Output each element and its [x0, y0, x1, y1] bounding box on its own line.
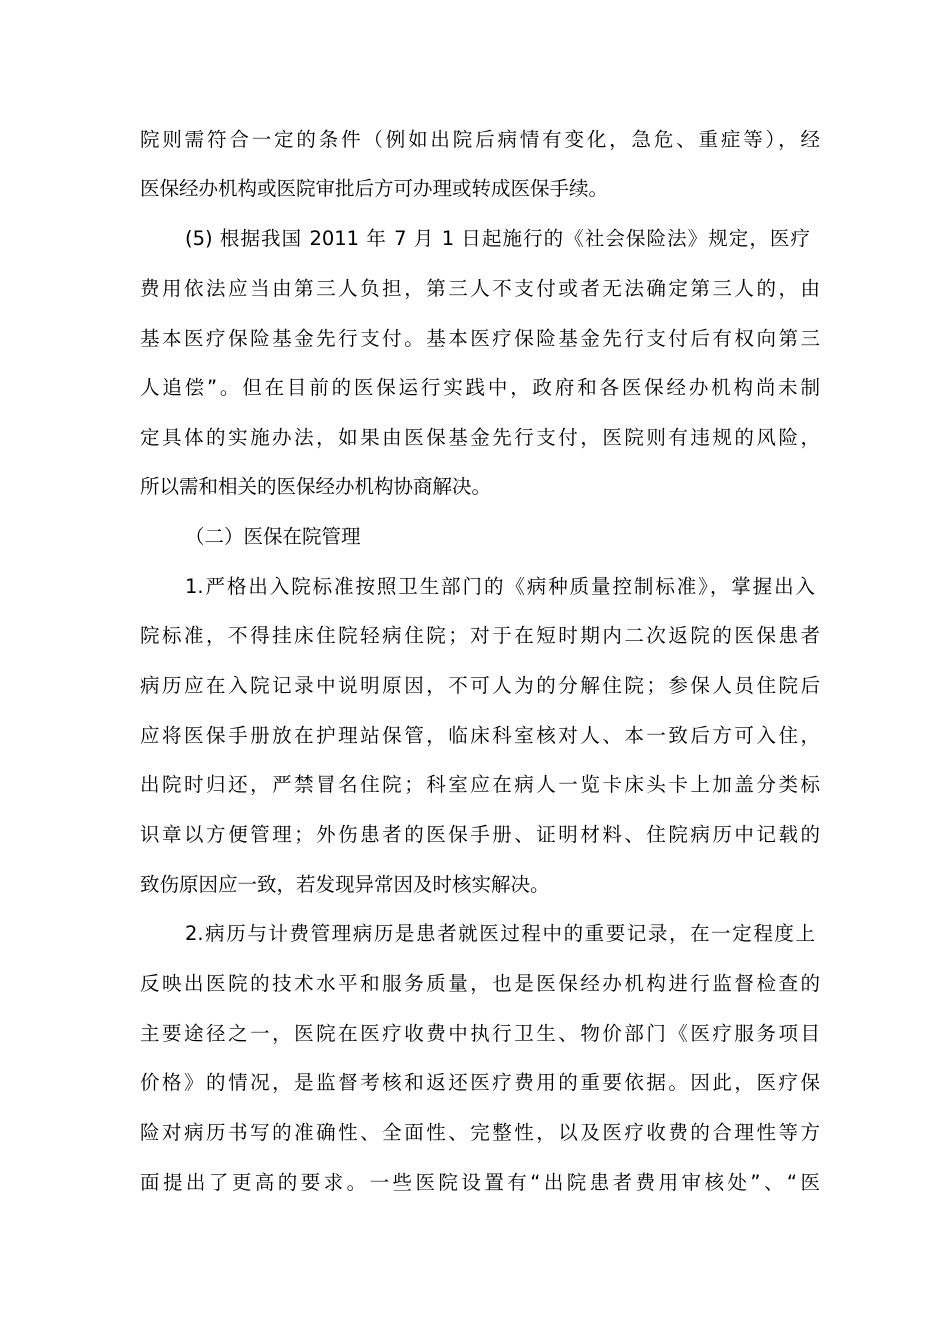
- text-line: 险对病历书写的准确性、全面性、完整性，以及医疗收费的合理性等方: [140, 1121, 820, 1144]
- text-line: 人追偿”。但在目前的医保运行实践中，政府和各医保经办机构尚未制: [140, 376, 820, 399]
- text-line: 面提出了更高的要求。一些医院设置有“出院患者费用审核处”、“医: [140, 1171, 820, 1194]
- paragraph-5-first-line: (5) 根据我国 2011 年 7 月 1 日起施行的《社会保险法》规定，医疗: [185, 227, 810, 250]
- section-heading: （二）医保在院管理: [185, 525, 361, 548]
- item-2-first-line: 2.病历与计费管理病历是患者就医过程中的重要记录，在一定程度上: [185, 922, 815, 945]
- text-line: 致伤原因应一致，若发现异常因及时核实解决。: [140, 873, 550, 896]
- text-line: 费用依法应当由第三人负担，第三人不支付或者无法确定第三人的，由: [140, 277, 820, 300]
- text-line: 医保经办机构或医院审批后方可办理或转成医保手续。: [140, 177, 609, 200]
- text-line: 病历应在入院记录中说明原因，不可人为的分解住院；参保人员住院后: [140, 674, 820, 697]
- item-1-first-line: 1.严格出入院标准按照卫生部门的《病种质量控制标准》，掌握出入: [185, 575, 815, 598]
- text-line: 识章以方便管理；外伤患者的医保手册、证明材料、住院病历中记载的: [140, 823, 820, 846]
- text-line: 价格》的情况，是监督考核和返还医疗费用的重要依据。因此，医疗保: [140, 1071, 820, 1094]
- text-line: 院标准，不得挂床住院轻病住院；对于在短时期内二次返院的医保患者: [140, 624, 820, 647]
- text-line: 主要途径之一，医院在医疗收费中执行卫生、物价部门《医疗服务项目: [140, 1022, 820, 1045]
- text-line: 基本医疗保险基金先行支付。基本医疗保险基金先行支付后有权向第三: [140, 327, 820, 350]
- text-line: 定具体的实施办法，如果由医保基金先行支付，医院则有违规的风险，: [140, 426, 820, 449]
- text-line: 反映出医院的技术水平和服务质量，也是医保经办机构进行监督检查的: [140, 972, 820, 995]
- text-line: 院则需符合一定的条件（例如出院后病情有变化，急危、重症等），经: [140, 128, 820, 151]
- text-line: 所以需和相关的医保经办机构协商解决。: [140, 475, 492, 498]
- text-line: 出院时归还，严禁冒名住院；科室应在病人一览卡床头卡上加盖分类标: [140, 773, 820, 796]
- text-line: 应将医保手册放在护理站保管，临床科室核对人、本一致后方可入住，: [140, 724, 820, 747]
